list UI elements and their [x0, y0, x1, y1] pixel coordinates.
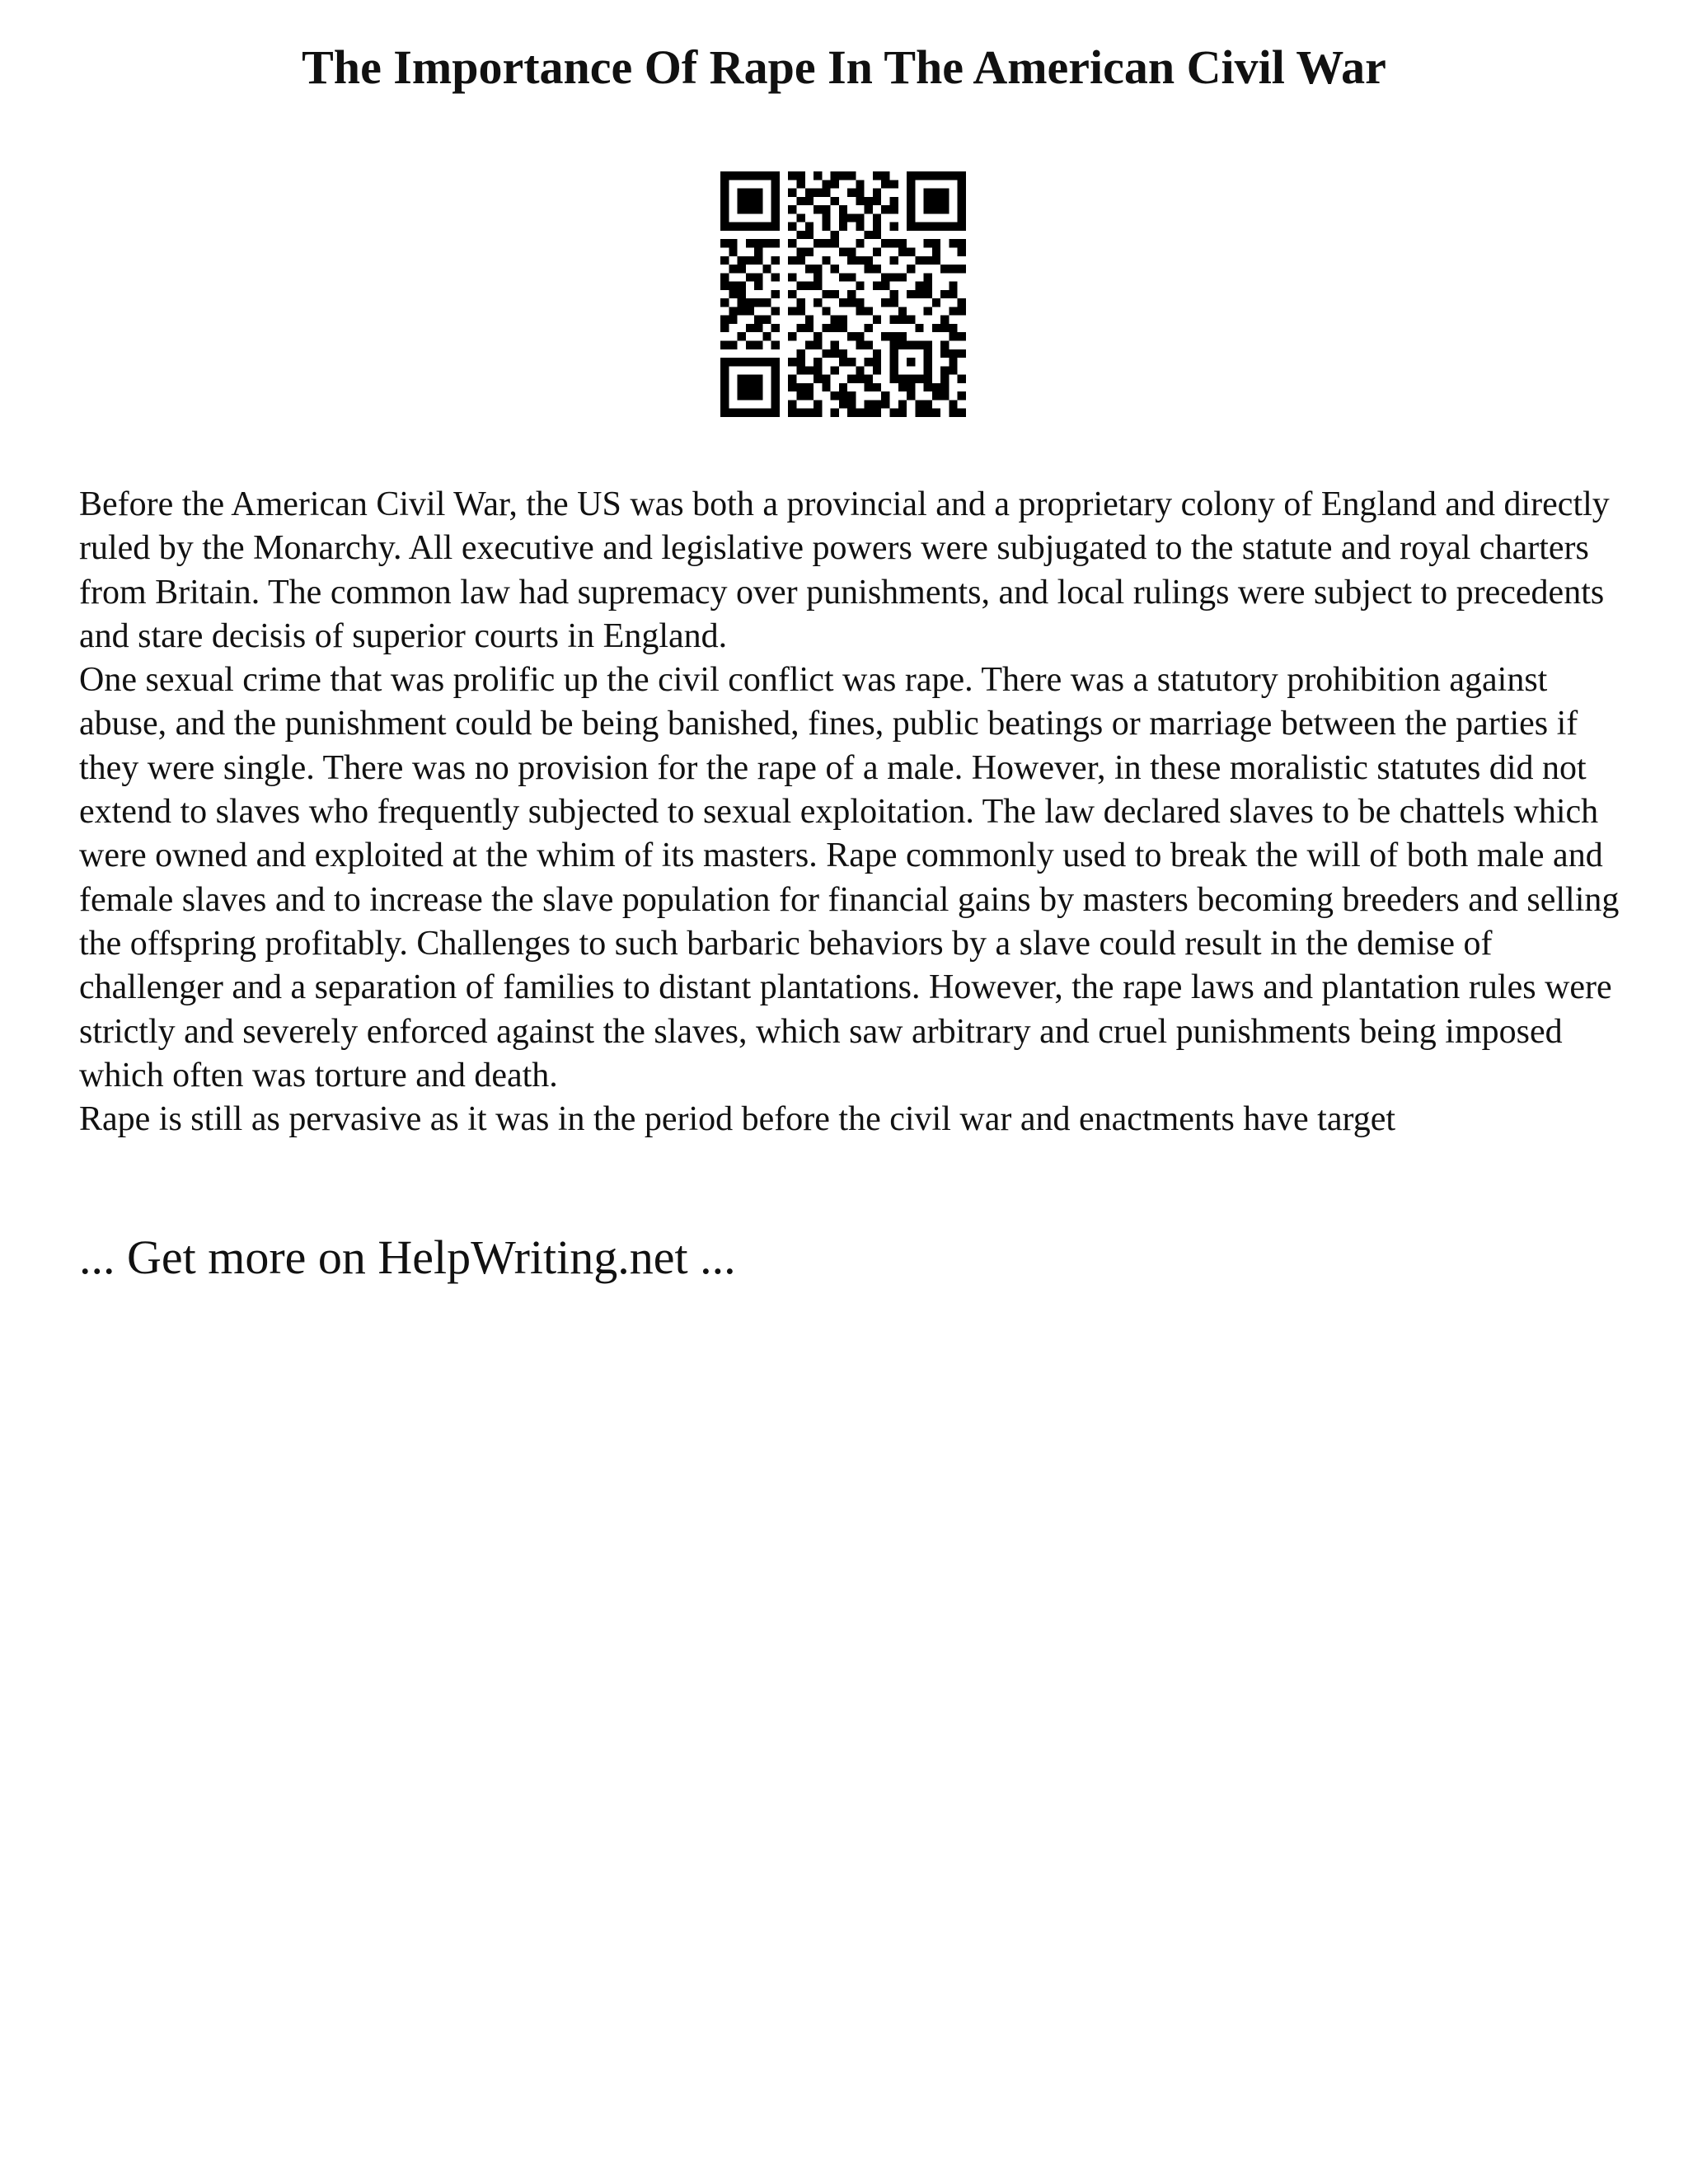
- paragraph: One sexual crime that was prolific up the civil conflict was rape. There was a statutory prohibition against abuse, and the punishment could be being banished, fines, public beatings or marriage between the parties if they were single. There was no provision for the rape of a male. However, in these moralistic statutes did not extend to slaves who frequently subjected to sexual exploitation. The law declared slaves to be chattels which were owned and exploited at the whim of its masters. Rape commonly used to break the will of both male and female slaves and to increase the slave population for financial gains by masters becoming breeders and selling the offspring profitably. Challenges to such barbaric behaviors by a slave could result in the demise of challenger and a separation of families to distant plantations. However, the rape laws and plantation rules were strictly and severely enforced against the slaves, which saw arbitrary and cruel punishments being imposed which often was torture and death.: [79, 661, 1620, 1094]
- page-title: The Importance Of Rape In The American Civil War: [302, 40, 1386, 94]
- paragraph: Rape is still as pervasive as it was in the period before the civil war and enactments have target: [79, 1100, 1396, 1139]
- get-more-link[interactable]: ... Get more on HelpWriting.net ...: [79, 1230, 736, 1284]
- article-body: [79, 483, 1629, 1141]
- paragraph: Before the American Civil War, the US was both a provincial and a proprietary colony of England and directly ruled by the Monarchy. All executive and legislative powers were subjugated to the statute and royal charters from Britain. The common law had supremacy over punishments, and local rulings were subject to precedents and stare decisis of superior courts in England.: [79, 485, 1610, 655]
- qr-code: [720, 171, 966, 417]
